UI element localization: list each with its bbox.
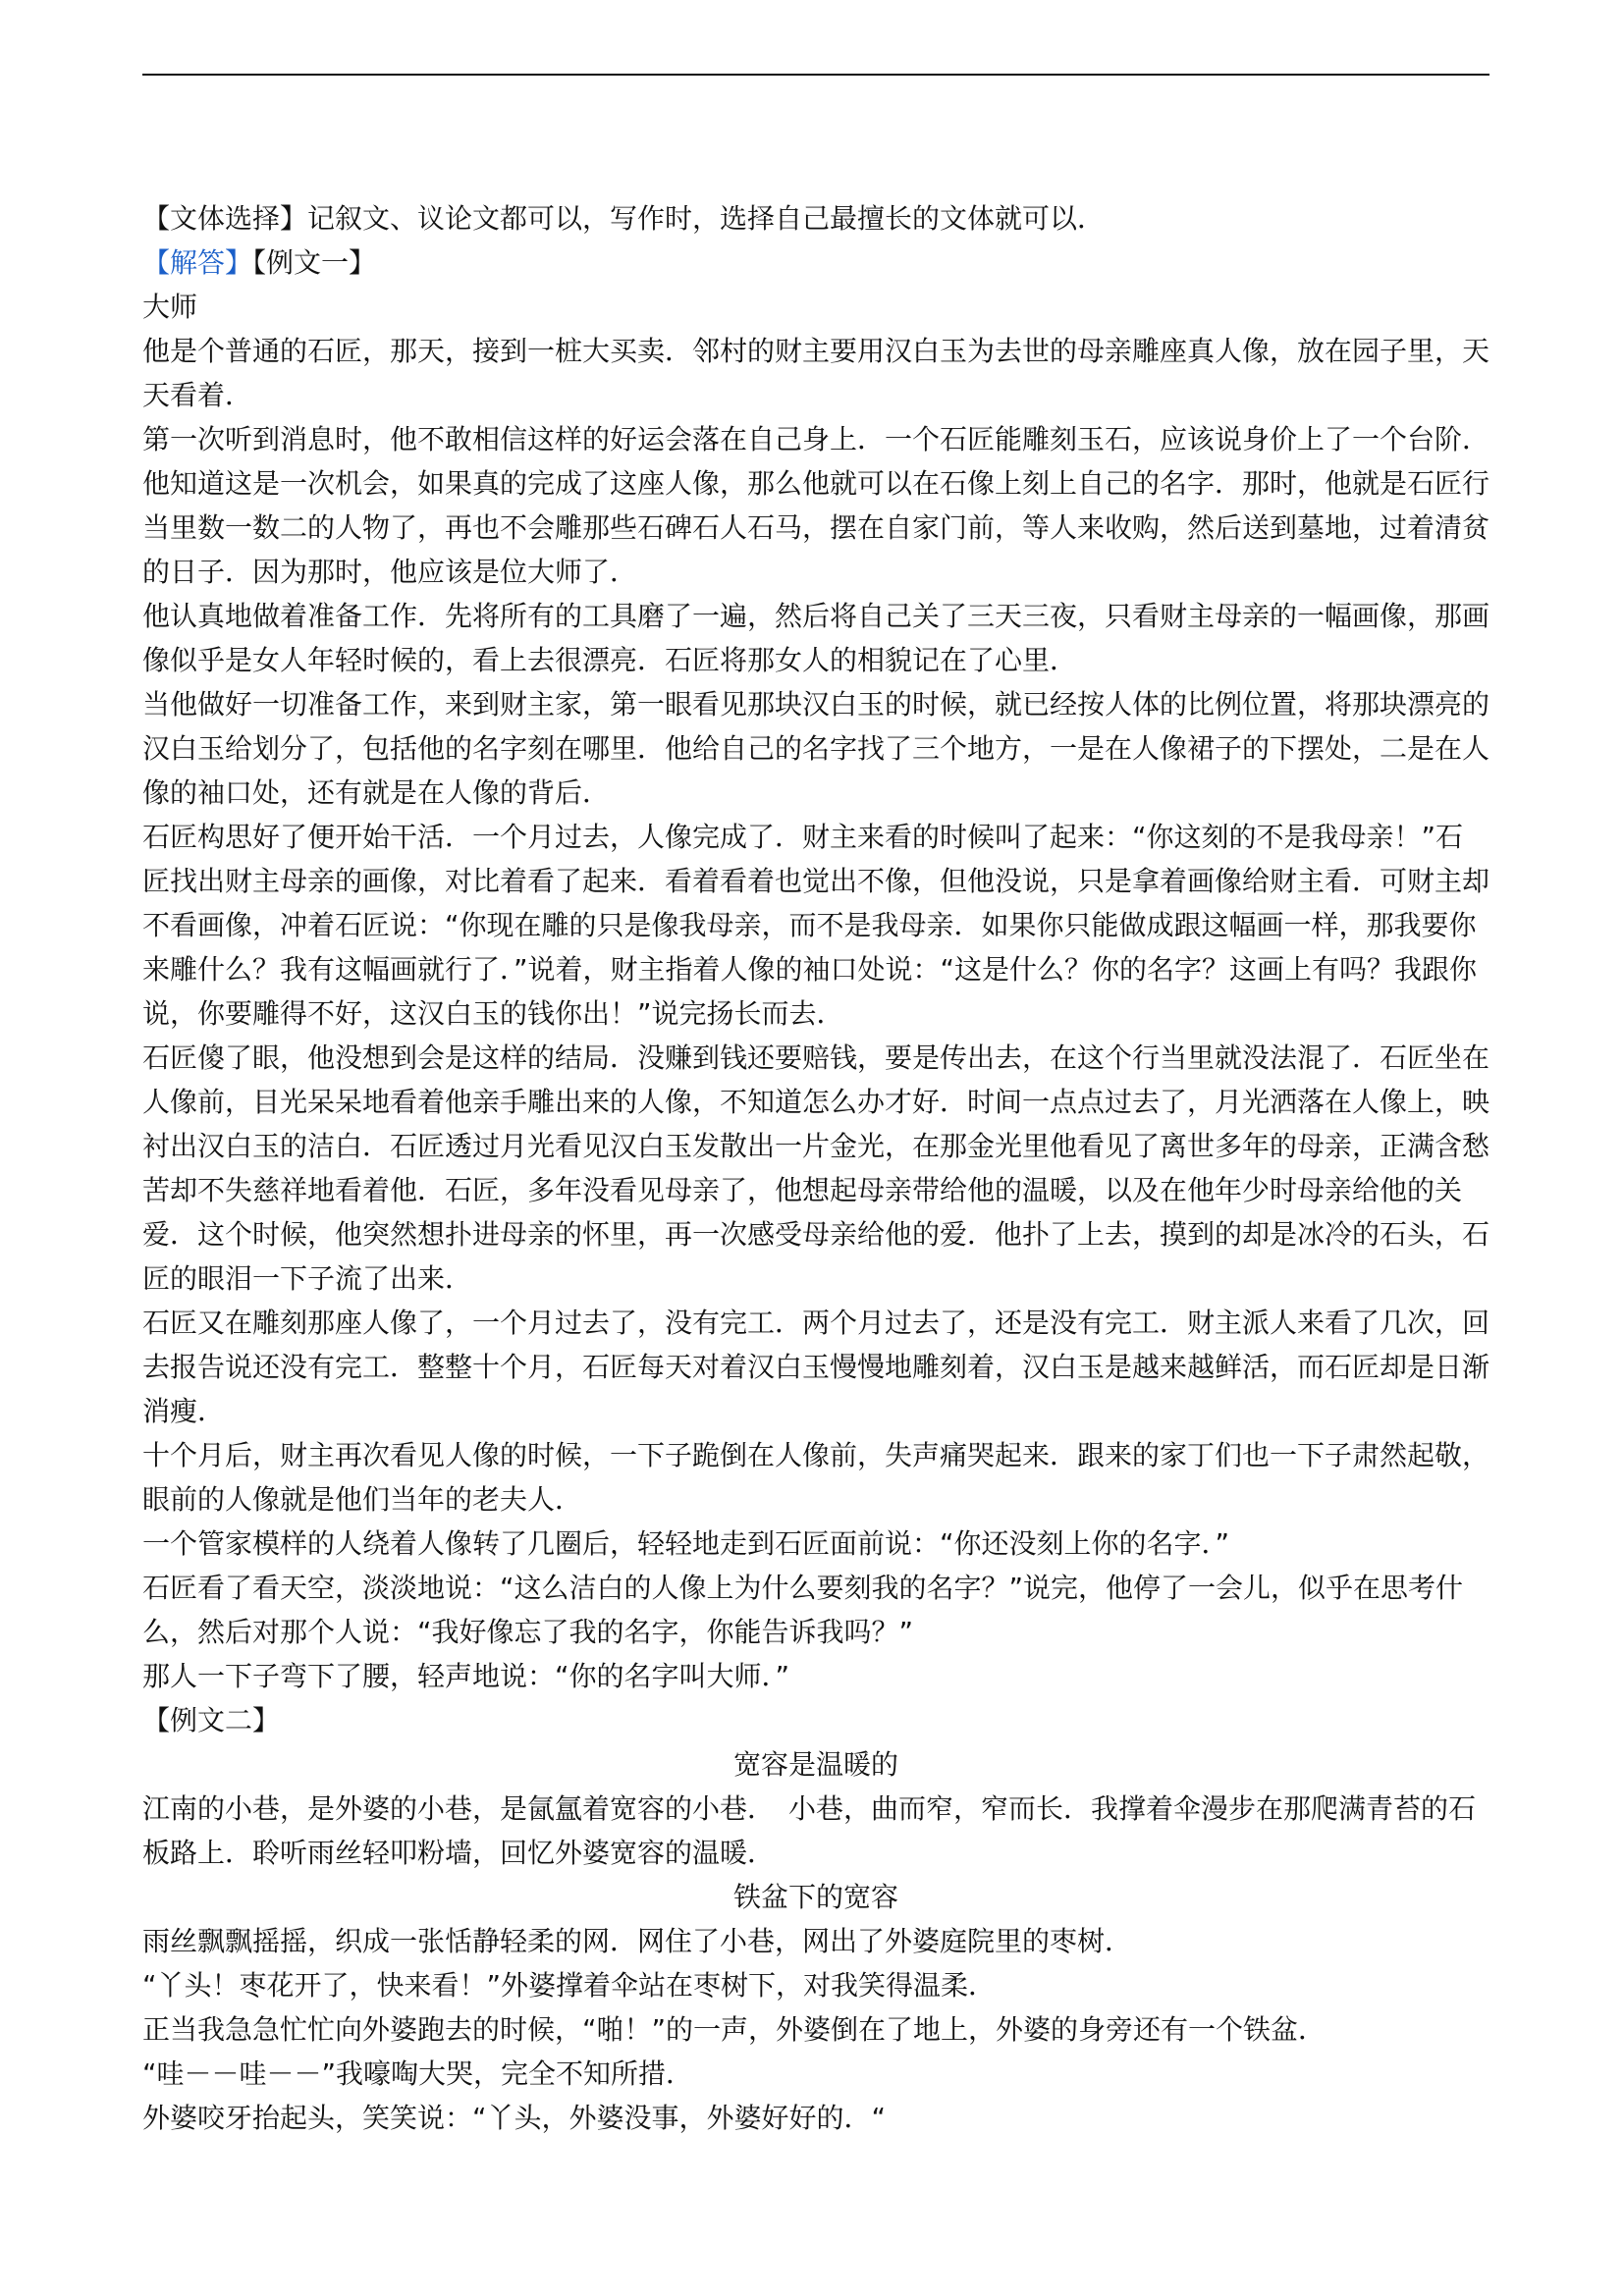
essay2-title: 宽容是温暖的 [732,1748,898,1781]
example1-label: 【例文一】 [252,246,377,279]
essay1-paragraph: 那人一下子弯下了腰，轻声地说：“你的名字叫大师．” [142,1660,790,1692]
essay1-paragraph: 石匠又在雕刻那座人像了，一个月过去了，没有完工．两个月过去了，还是没有完工．财主派人来看了几次，回去报告说还没有完工．整整十个月，石匠每天对着汉白玉慢慢地雕刻着，汉白玉是越来越鲜活，而石匠却是日渐消瘦． [142,1307,1490,1427]
answer-heading-line [142,240,1489,285]
document-body [142,196,1489,2140]
essay2-subtitle: 铁盆下的宽容 [732,1881,898,1913]
essay2-paragraph: “哇－－哇－－”我嚎啕大哭，完全不知所措． [142,2057,694,2090]
essay2-paragraph: 正当我急急忙忙向外婆跑去的时候，“啪！”的一声，外婆倒在了地上，外婆的身旁还有一个铁盆． [142,2013,1326,2046]
answer-label: 【解答】 [142,246,253,279]
essay2-paragraph: “丫头！枣花开了，快来看！”外婆撑着伞站在枣树下，对我笑得温柔． [142,1969,997,2002]
essay2-paragraph: 外婆咬牙抬起头，笑笑说：“丫头，外婆没事，外婆好好的．“ [142,2102,887,2134]
example2-label: 【例文二】 [142,1704,281,1736]
essay1-paragraph: 第一次听到消息时，他不敢相信这样的好运会落在自己身上．一个石匠能雕刻玉石，应该说身价上了一个台阶．他知道这是一次机会，如果真的完成了这座人像，那么他就可以在石像上刻上自己的名字．那时，他就是石匠行当里数一数二的人物了，再也不会雕那些石碑石人石马，摆在自家门前，等人来收购，然后送到墓地，过着清贫的日子．因为那时，他应该是位大师了． [142,423,1490,588]
style-choice-line: 【文体选择】记叙文、议论文都可以，写作时，选择自己最擅长的文体就可以． [142,202,1106,235]
essay1-paragraph: 一个管家模样的人绕着人像转了几圈后，轻轻地走到石匠面前说：“你还没刻上你的名字．” [142,1527,1230,1560]
essay2-intro: 江南的小巷，是外婆的小巷，是氤氲着宽容的小巷． 小巷，曲而窄，窄而长．我撑着伞漫步在那爬满青苔的石板路上．聆听雨丝轻叩粉墙，回忆外婆宽容的温暖． [142,1792,1477,1869]
essay1-paragraph: 他是个普通的石匠，那天，接到一桩大买卖．邻村的财主要用汉白玉为去世的母亲雕座真人像，放在园子里，天天看着． [142,335,1490,411]
essay1-paragraph: 他认真地做着准备工作．先将所有的工具磨了一遍，然后将自己关了三天三夜，只看财主母亲的一幅画像，那画像似乎是女人年轻时候的，看上去很漂亮．石匠将那女人的相貌记在了心里． [142,600,1490,676]
essay1-paragraph: 石匠构思好了便开始干活．一个月过去，人像完成了．财主来看的时候叫了起来：“你这刻的不是我母亲！”石匠找出财主母亲的画像，对比着看了起来．看着看着也觉出不像，但他没说，只是拿着画像给财主看．可财主却不看画像，冲着石匠说：“你现在雕的只是像我母亲，而不是我母亲．如果你只能做成跟这幅画一样，那我要你来雕什么？我有这幅画就行了．”说着，财主指着人像的袖口处说：“这是什么？你的名字？这画上有吗？我跟你说，你要雕得不好，这汉白玉的钱你出！”说完扬长而去． [142,821,1490,1030]
header-rule [142,74,1489,76]
essay1-paragraph: 十个月后，财主再次看见人像的时候，一下子跪倒在人像前，失声痛哭起来．跟来的家丁们也一下子肃然起敬，眼前的人像就是他们当年的老夫人． [142,1439,1490,1516]
essay1-paragraph: 当他做好一切准备工作，来到财主家，第一眼看见那块汉白玉的时候，就已经按人体的比例位置，将那块漂亮的汉白玉给划分了，包括他的名字刻在哪里．他给自己的名字找了三个地方，一是在人像裙子的下摆处，二是在人像的袖口处，还有就是在人像的背后． [142,688,1490,809]
essay1-title: 大师 [142,291,198,323]
essay1-paragraph: 石匠看了看天空，淡淡地说：“这么洁白的人像上为什么要刻我的名字？”说完，他停了一会儿，似乎在思考什么，然后对那个人说：“我好像忘了我的名字，你能告诉我吗？” [142,1572,1464,1648]
essay1-paragraph: 石匠傻了眼，他没想到会是这样的结局．没赚到钱还要赔钱，要是传出去，在这个行当里就没法混了．石匠坐在人像前，目光呆呆地看着他亲手雕出来的人像，不知道怎么办才好．时间一点点过去了，月光洒落在人像上，映衬出汉白玉的洁白．石匠透过月光看见汉白玉发散出一片金光，在那金光里他看见了离世多年的母亲，正满含愁苦却不失慈祥地看着他．石匠，多年没看见母亲了，他想起母亲带给他的温暖，以及在他年少时母亲给他的关爱．这个时候，他突然想扑进母亲的怀里，再一次感受母亲给他的爱．他扑了上去，摸到的却是冰冷的石头，石匠的眼泪一下子流了出来． [142,1041,1490,1295]
essay2-paragraph: 雨丝飘飘摇摇，织成一张恬静轻柔的网．网住了小巷，网出了外婆庭院里的枣树． [142,1925,1133,1957]
